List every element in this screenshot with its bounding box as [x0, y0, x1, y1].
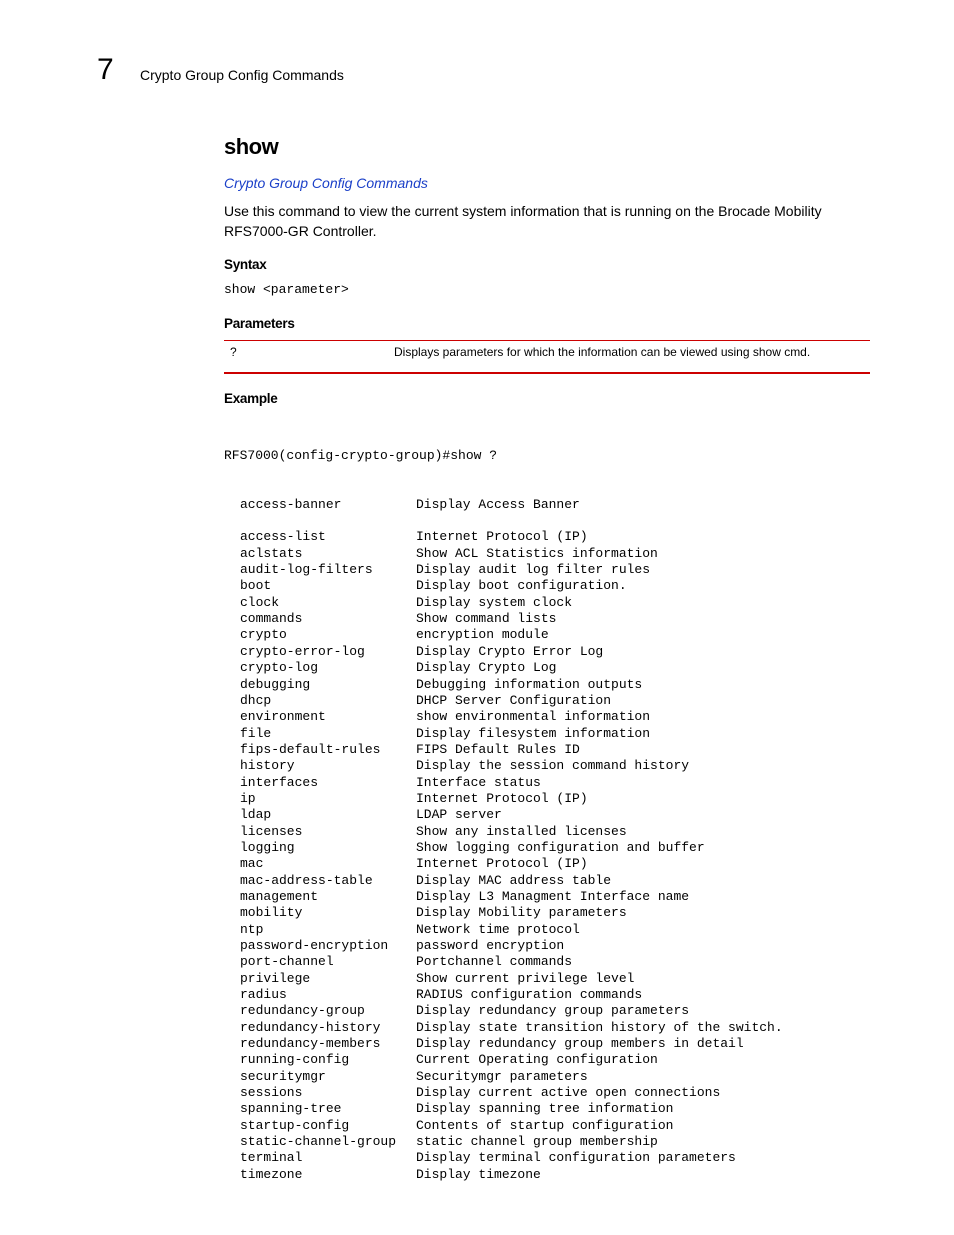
example-row	[224, 660, 783, 676]
example-row	[224, 889, 783, 905]
example-row	[224, 742, 783, 758]
example-command: boot	[240, 578, 272, 594]
example-command-description: Interface status	[416, 774, 541, 790]
chapter-link[interactable]: Crypto Group Config Commands	[224, 175, 428, 191]
example-row	[224, 1085, 783, 1101]
example-row	[224, 856, 783, 872]
syntax-code: show <parameter>	[224, 282, 349, 297]
example-command: spanning-tree	[240, 1101, 342, 1117]
example-command-description: Display boot configuration.	[416, 578, 627, 594]
example-command-description: Internet Protocol (IP)	[416, 529, 588, 545]
example-row	[224, 987, 783, 1003]
example-row	[224, 677, 783, 693]
example-command-description: Display redundancy group members in detail	[416, 1036, 744, 1052]
example-row	[224, 1020, 783, 1036]
example-command-description: Display spanning tree information	[416, 1101, 674, 1117]
example-row	[224, 954, 783, 970]
syntax-heading: Syntax	[224, 257, 267, 272]
example-command: password-encryption	[240, 938, 389, 953]
example-row	[224, 905, 783, 921]
example-row	[224, 529, 783, 545]
example-row	[224, 693, 783, 709]
example-command-description: Show command lists	[416, 611, 557, 627]
example-row	[224, 1101, 783, 1117]
example-command-description: Display L3 Managment Interface name	[416, 888, 690, 904]
example-command: privilege	[240, 970, 311, 986]
chapter-title: Crypto Group Config Commands	[140, 67, 344, 83]
example-row	[224, 922, 783, 938]
example-command: dhcp	[240, 692, 272, 708]
example-command: history	[240, 758, 295, 774]
example-command: file	[240, 725, 272, 741]
example-command-description: show environmental information	[416, 709, 651, 725]
example-row	[224, 1134, 783, 1150]
example-command-description: Display redundancy group parameters	[416, 1003, 690, 1019]
example-prompt: RFS7000(config-crypto-group)#show ?	[224, 447, 498, 463]
example-row	[224, 1036, 783, 1052]
example-row	[224, 595, 783, 611]
example-command-description: Display the session command history	[416, 758, 690, 774]
example-command-description: LDAP server	[416, 807, 502, 823]
chapter-number: 7	[97, 53, 114, 86]
example-command-description: Display timezone	[416, 1166, 541, 1182]
example-command-description: Display system clock	[416, 594, 573, 610]
example-command: fips-default-rules	[240, 741, 381, 757]
example-command: environment	[240, 709, 326, 725]
example-command: access-list	[240, 529, 326, 545]
example-command-description: Display audit log filter rules	[416, 562, 651, 578]
example-row	[224, 497, 783, 513]
example-command: securitymgr	[240, 1068, 326, 1084]
example-command-description: password encryption	[416, 938, 565, 953]
example-command-description: Show logging configuration and buffer	[416, 839, 705, 855]
example-row	[224, 775, 783, 791]
example-row	[224, 873, 783, 889]
example-command: licenses	[240, 823, 303, 839]
example-command: startup-config	[240, 1117, 350, 1133]
example-row	[224, 807, 783, 823]
example-command-description: Debugging information outputs	[416, 676, 643, 692]
example-command: redundancy-group	[240, 1003, 365, 1019]
example-row	[224, 709, 783, 725]
example-code-block	[224, 415, 783, 1200]
example-heading: Example	[224, 391, 278, 406]
example-command: redundancy-members	[240, 1036, 381, 1052]
example-row	[224, 1118, 783, 1134]
example-command: aclstats	[240, 545, 303, 561]
example-command: mobility	[240, 905, 303, 921]
example-command: audit-log-filters	[240, 562, 373, 578]
example-row	[224, 1052, 783, 1068]
example-command-description: RADIUS configuration commands	[416, 987, 643, 1003]
example-command-description: Display Crypto Error Log	[416, 643, 604, 659]
example-command: radius	[240, 987, 287, 1003]
example-row	[224, 644, 783, 660]
example-command-description: Internet Protocol (IP)	[416, 790, 588, 806]
example-row	[224, 1167, 783, 1183]
example-command: interfaces	[240, 774, 319, 790]
example-row	[224, 562, 783, 578]
example-row	[224, 513, 783, 529]
example-command: clock	[240, 594, 280, 610]
example-row	[224, 840, 783, 856]
example-command: mac-address-table	[240, 872, 373, 888]
example-command-description: Show any installed licenses	[416, 823, 627, 839]
example-command-description: Show current privilege level	[416, 970, 635, 986]
example-command-description: Display current active open connections	[416, 1085, 721, 1101]
parameters-heading: Parameters	[224, 316, 295, 331]
example-command-description: Network time protocol	[416, 921, 580, 937]
example-command: timezone	[240, 1166, 303, 1182]
example-command: ldap	[240, 807, 272, 823]
example-row	[224, 611, 783, 627]
example-row	[224, 1003, 783, 1019]
example-command: access-banner	[240, 496, 342, 512]
example-command-description: encryption module	[416, 627, 549, 643]
example-command: running-config	[240, 1052, 350, 1068]
example-command-description: Display Mobility parameters	[416, 905, 627, 921]
example-command-description: Display filesystem information	[416, 725, 651, 741]
example-command-description: Display Access Banner	[416, 496, 580, 512]
example-command-description: Show ACL Statistics information	[416, 545, 658, 561]
example-command-description: Securitymgr parameters	[416, 1068, 588, 1084]
example-command-description: Display MAC address table	[416, 872, 612, 888]
example-row	[224, 758, 783, 774]
example-command-description: Display state transition history of the switch.	[416, 1019, 783, 1035]
parameters-table	[224, 340, 870, 374]
example-command: mac	[240, 856, 264, 872]
example-command: management	[240, 888, 319, 904]
example-row	[224, 1150, 783, 1166]
example-command: crypto	[240, 627, 287, 643]
example-entries	[224, 497, 783, 1183]
example-command-description: Display Crypto Log	[416, 660, 557, 676]
example-command: static-channel-group	[240, 1134, 397, 1150]
example-command-description: Contents of startup configuration	[416, 1117, 674, 1133]
example-command-description: Portchannel commands	[416, 954, 573, 970]
example-command: crypto-error-log	[240, 643, 365, 659]
section-title: show	[224, 134, 279, 159]
example-command: ip	[240, 790, 256, 806]
example-command: redundancy-history	[240, 1019, 381, 1035]
example-row	[224, 578, 783, 594]
example-command: commands	[240, 611, 303, 627]
example-command-description: Display terminal configuration parameters	[416, 1150, 736, 1166]
example-row	[224, 546, 783, 562]
example-command-description: DHCP Server Configuration	[416, 692, 612, 708]
example-row	[224, 971, 783, 987]
example-command: logging	[240, 839, 295, 855]
parameter-description: Displays parameters for which the information can be viewed using show cmd.	[394, 345, 811, 359]
example-row	[224, 726, 783, 742]
example-command: sessions	[240, 1085, 303, 1101]
example-command-description: FIPS Default Rules ID	[416, 741, 580, 757]
example-command: port-channel	[240, 954, 334, 970]
example-command: crypto-log	[240, 660, 319, 676]
example-row	[224, 627, 783, 643]
example-command: debugging	[240, 676, 311, 692]
parameter-name: ?	[230, 345, 237, 359]
example-command: ntp	[240, 921, 264, 937]
example-command-description: Current Operating configuration	[416, 1052, 658, 1068]
example-row	[224, 1069, 783, 1085]
example-command: terminal	[240, 1150, 303, 1166]
example-row	[224, 824, 783, 840]
example-row	[224, 938, 783, 954]
example-command-description: Internet Protocol (IP)	[416, 856, 588, 872]
example-command-description: static channel group membership	[416, 1134, 658, 1150]
section-description: Use this command to view the current system information that is running on the Brocade Mobility RFS7000-GR Controller.	[224, 203, 822, 239]
example-row	[224, 791, 783, 807]
